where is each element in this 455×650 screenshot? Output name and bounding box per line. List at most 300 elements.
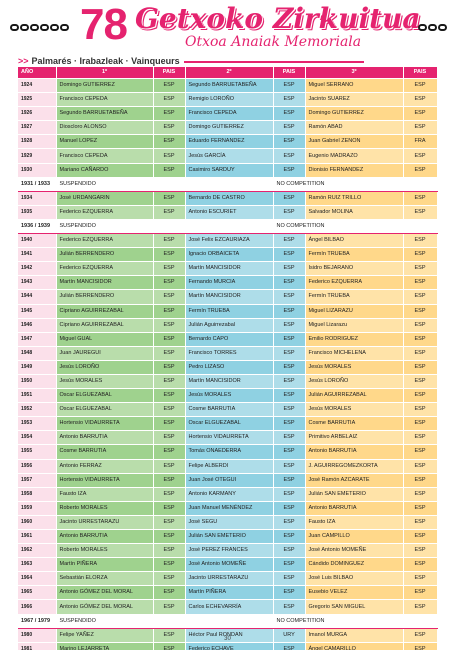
table-row: [18, 417, 437, 431]
second-place-country: ESP: [273, 417, 305, 431]
second-place-name: José Antonio MOMEÑE: [185, 558, 273, 572]
suspended-row: [18, 219, 437, 233]
second-place-country: ESP: [273, 374, 305, 388]
header-country-third: PAIS: [403, 67, 437, 79]
third-place-name: Ramón ABAD: [305, 121, 403, 135]
third-place-country: FRA: [403, 135, 437, 149]
year-cell: 1929: [18, 149, 56, 163]
page-header: [0, 0, 455, 58]
table-row: [18, 93, 437, 107]
third-place-country: ESP: [403, 191, 437, 205]
year-cell: 1954: [18, 431, 56, 445]
empty-cell: [185, 614, 273, 628]
first-place-name: Federico EZQUERRA: [56, 234, 153, 248]
table-row: [18, 473, 437, 487]
first-place-country: ESP: [153, 572, 185, 586]
second-place-country: ESP: [273, 205, 305, 219]
table-row: [18, 332, 437, 346]
year-cell: 1926: [18, 107, 56, 121]
second-place-name: Martín MANCISIDOR: [185, 262, 273, 276]
third-place-country: ESP: [403, 234, 437, 248]
second-place-country: ESP: [273, 445, 305, 459]
first-place-country: ESP: [153, 121, 185, 135]
first-place-country: ESP: [153, 304, 185, 318]
third-place-country: ESP: [403, 346, 437, 360]
table-row: [18, 487, 437, 501]
second-place-country: ESP: [273, 107, 305, 121]
first-place-name: Antonio BARRUTIA: [56, 431, 153, 445]
first-place-country: ESP: [153, 93, 185, 107]
first-place-name: Jacinto URRESTARAZU: [56, 515, 153, 529]
second-place-name: Fermín TRUEBA: [185, 304, 273, 318]
first-place-country: ESP: [153, 234, 185, 248]
second-place-country: ESP: [273, 586, 305, 600]
no-competition-label: NO COMPETITION: [273, 177, 437, 191]
table-row: [18, 121, 437, 135]
second-place-name: Martín PIÑERA: [185, 586, 273, 600]
third-place-name: Fermín TRUEBA: [305, 248, 403, 262]
first-place-country: ESP: [153, 431, 185, 445]
heading-underline: [184, 61, 364, 63]
table-row: [18, 501, 437, 515]
year-cell: 1925: [18, 93, 56, 107]
first-place-name: Felipe YAÑEZ: [56, 628, 153, 642]
table-row: [18, 600, 437, 614]
year-cell: 1930: [18, 163, 56, 177]
table-header-row: [18, 67, 437, 79]
third-place-name: Jesús MORALES: [305, 360, 403, 374]
table-row: [18, 586, 437, 600]
first-place-name: Oscar ELGUEZABAL: [56, 389, 153, 403]
first-place-country: ESP: [153, 205, 185, 219]
year-cell: 1951: [18, 389, 56, 403]
second-place-name: Jacinto URRESTARAZU: [185, 572, 273, 586]
first-place-name: Hortensio VIDAURRETA: [56, 417, 153, 431]
third-place-country: ESP: [403, 149, 437, 163]
third-place-country: ESP: [403, 79, 437, 93]
third-place-name: Primitivo ARBELAIZ: [305, 431, 403, 445]
second-place-name: Martín MANCISIDOR: [185, 290, 273, 304]
third-place-name: Cándido DOMINGUEZ: [305, 558, 403, 572]
third-place-country: ESP: [403, 332, 437, 346]
first-place-name: Jesús MORALES: [56, 374, 153, 388]
third-place-name: Eugenio MADRAZO: [305, 149, 403, 163]
empty-cell: [185, 219, 273, 233]
table-row: [18, 445, 437, 459]
first-place-country: ESP: [153, 79, 185, 93]
third-place-name: Ramón RUIZ TRILLO: [305, 191, 403, 205]
third-place-name: Jacinto SUAREZ: [305, 93, 403, 107]
first-place-country: ESP: [153, 558, 185, 572]
double-arrow-icon: >>: [18, 56, 29, 66]
third-place-country: ESP: [403, 473, 437, 487]
table-row: [18, 572, 437, 586]
second-place-country: ESP: [273, 487, 305, 501]
third-place-country: ESP: [403, 262, 437, 276]
table-row: [18, 79, 437, 93]
third-place-country: ESP: [403, 572, 437, 586]
year-cell: 1946: [18, 318, 56, 332]
third-place-name: José Ramón AZCARATE: [305, 473, 403, 487]
table-row: [18, 248, 437, 262]
first-place-country: ESP: [153, 487, 185, 501]
table-row: [18, 346, 437, 360]
year-cell: 1957: [18, 473, 56, 487]
year-cell: 1948: [18, 346, 56, 360]
table-row: [18, 374, 437, 388]
first-place-name: Segundo BARRUETABEÑA: [56, 107, 153, 121]
first-place-name: Cipriano AGUIRREZABAL: [56, 304, 153, 318]
table-row: [18, 389, 437, 403]
third-place-name: Juan CAMPILLO: [305, 530, 403, 544]
header-third: 3º: [305, 67, 403, 79]
year-cell: 1935: [18, 205, 56, 219]
first-place-name: José URDANGARIN: [56, 191, 153, 205]
second-place-country: ESP: [273, 389, 305, 403]
table-row: [18, 276, 437, 290]
second-place-country: ESP: [273, 501, 305, 515]
page-number: 30: [224, 636, 231, 642]
first-place-country: ESP: [153, 515, 185, 529]
year-cell: 1928: [18, 135, 56, 149]
first-place-country: ESP: [153, 628, 185, 642]
second-place-name: Fernando MURCIA: [185, 276, 273, 290]
second-place-country: ESP: [273, 544, 305, 558]
third-place-name: Emilio RODRIGUEZ: [305, 332, 403, 346]
third-place-name: Federico EZQUERRA: [305, 276, 403, 290]
second-place-name: Julián SAN EMETERIO: [185, 530, 273, 544]
year-cell: 1958: [18, 487, 56, 501]
table-row: [18, 262, 437, 276]
second-place-name: Ignacio ORBAICETA: [185, 248, 273, 262]
table-row: [18, 360, 437, 374]
race-subtitle: Otxoa Anaiak Memoriala: [185, 34, 362, 50]
first-place-name: Roberto MORALES: [56, 501, 153, 515]
race-title: Getxoko Zirkuitua: [135, 2, 421, 35]
second-place-country: ESP: [273, 234, 305, 248]
year-cell: 1967 / 1979: [18, 614, 56, 628]
edition-number: 78: [80, 0, 127, 49]
first-place-name: Antonio GÓMEZ DEL MORAL: [56, 600, 153, 614]
second-place-country: ESP: [273, 191, 305, 205]
second-place-name: Casimiro SARDUY: [185, 163, 273, 177]
first-place-country: ESP: [153, 163, 185, 177]
third-place-country: ESP: [403, 628, 437, 642]
first-place-name: Cipriano AGUIRREZABAL: [56, 318, 153, 332]
second-place-name: Antonio ESCURIET: [185, 205, 273, 219]
third-place-name: Salvador MOLINA: [305, 205, 403, 219]
second-place-name: Bernardo CAPO: [185, 332, 273, 346]
year-cell: 1936 / 1939: [18, 219, 56, 233]
chain-decoration-right: [418, 24, 447, 32]
third-place-name: Antonio BARRUTIA: [305, 445, 403, 459]
year-cell: 1966: [18, 600, 56, 614]
third-place-name: Eusebio VELEZ: [305, 586, 403, 600]
second-place-country: ESP: [273, 93, 305, 107]
third-place-country: ESP: [403, 417, 437, 431]
second-place-name: Jesús MORALES: [185, 389, 273, 403]
table-row: [18, 431, 437, 445]
year-cell: 1981: [18, 642, 56, 650]
second-place-country: ESP: [273, 600, 305, 614]
year-cell: 1927: [18, 121, 56, 135]
second-place-country: ESP: [273, 515, 305, 529]
first-place-name: Cosme BARRUTIA: [56, 445, 153, 459]
third-place-name: Ángel CAMARILLO: [305, 642, 403, 650]
second-place-name: Jesús GARCÍA: [185, 149, 273, 163]
year-cell: 1959: [18, 501, 56, 515]
first-place-country: ESP: [153, 586, 185, 600]
third-place-country: ESP: [403, 374, 437, 388]
first-place-name: Francisco CEPEDA: [56, 149, 153, 163]
first-place-country: ESP: [153, 360, 185, 374]
year-cell: 1960: [18, 515, 56, 529]
third-place-name: Fermín TRUEBA: [305, 290, 403, 304]
first-place-name: Julián BERRENDERO: [56, 290, 153, 304]
third-place-country: ESP: [403, 558, 437, 572]
first-place-name: Marino LEJARRETA: [56, 642, 153, 650]
third-place-country: ESP: [403, 205, 437, 219]
suspended-label: SUSPENDIDO: [56, 177, 185, 191]
third-place-country: ESP: [403, 304, 437, 318]
first-place-country: ESP: [153, 191, 185, 205]
table-row: [18, 135, 437, 149]
second-place-name: Felipe ALBERDI: [185, 459, 273, 473]
second-place-name: Antonio KARMANY: [185, 487, 273, 501]
first-place-name: Martín PIÑERA: [56, 558, 153, 572]
third-place-name: Juan Gabriel ZENON: [305, 135, 403, 149]
third-place-country: ESP: [403, 487, 437, 501]
second-place-country: ESP: [273, 304, 305, 318]
table-row: [18, 163, 437, 177]
first-place-name: Hortensio VIDAURRETA: [56, 473, 153, 487]
third-place-name: José Antonio MOMEÑE: [305, 544, 403, 558]
no-competition-label: NO COMPETITION: [273, 614, 437, 628]
table-row: [18, 642, 437, 650]
second-place-country: ESP: [273, 572, 305, 586]
third-place-country: ESP: [403, 530, 437, 544]
third-place-country: ESP: [403, 248, 437, 262]
second-place-country: ESP: [273, 431, 305, 445]
year-cell: 1924: [18, 79, 56, 93]
table-row: [18, 558, 437, 572]
year-cell: 1940: [18, 234, 56, 248]
third-place-name: Gregorio SAN MIGUEL: [305, 600, 403, 614]
second-place-country: ESP: [273, 459, 305, 473]
third-place-name: Julián SAN EMETERIO: [305, 487, 403, 501]
second-place-name: Domingo GUTIERREZ: [185, 121, 273, 135]
third-place-name: Julián AGUIRREZABAL: [305, 389, 403, 403]
year-cell: 1947: [18, 332, 56, 346]
second-place-country: URY: [273, 628, 305, 642]
third-place-name: Antonio BARRUTIA: [305, 501, 403, 515]
third-place-country: ESP: [403, 459, 437, 473]
first-place-name: Roberto MORALES: [56, 544, 153, 558]
first-place-name: Juan JAUREGUI: [56, 346, 153, 360]
first-place-name: Antonio FERRAZ: [56, 459, 153, 473]
year-cell: 1955: [18, 445, 56, 459]
first-place-name: Domingo GUTIERREZ: [56, 79, 153, 93]
first-place-country: ESP: [153, 530, 185, 544]
third-place-name: Imanol MURGA: [305, 628, 403, 642]
third-place-country: ESP: [403, 586, 437, 600]
third-place-name: Dionisio FERNANDEZ: [305, 163, 403, 177]
first-place-name: Martín MANCISIDOR: [56, 276, 153, 290]
second-place-name: Remigio LOROÑO: [185, 93, 273, 107]
table-row: [18, 205, 437, 219]
third-place-country: ESP: [403, 515, 437, 529]
second-place-name: Pedro LIZASO: [185, 360, 273, 374]
first-place-country: ESP: [153, 459, 185, 473]
third-place-country: ESP: [403, 121, 437, 135]
second-place-name: José SEGU: [185, 515, 273, 529]
year-cell: 1934: [18, 191, 56, 205]
third-place-name: Jesús LOROÑO: [305, 374, 403, 388]
second-place-country: ESP: [273, 149, 305, 163]
header-country-second: PAIS: [273, 67, 305, 79]
first-place-name: Antonio GÓMEZ DEL MORAL: [56, 586, 153, 600]
third-place-name: Miguel SERRANO: [305, 79, 403, 93]
year-cell: 1961: [18, 530, 56, 544]
second-place-name: Tomás ONAEDERRA: [185, 445, 273, 459]
year-cell: 1962: [18, 544, 56, 558]
first-place-name: Antonio BARRUTIA: [56, 530, 153, 544]
second-place-name: Oscar ELGUEZABAL: [185, 417, 273, 431]
third-place-country: ESP: [403, 290, 437, 304]
table-row: [18, 544, 437, 558]
first-place-name: Miguel GUAL: [56, 332, 153, 346]
table-row: [18, 107, 437, 121]
second-place-name: Federico ECHAVE: [185, 642, 273, 650]
second-place-country: ESP: [273, 135, 305, 149]
second-place-name: Hortensio VIDAURRETA: [185, 431, 273, 445]
first-place-name: Dioscloro ALONSO: [56, 121, 153, 135]
third-place-country: ESP: [403, 600, 437, 614]
second-place-name: Francisco CEPEDA: [185, 107, 273, 121]
no-competition-label: NO COMPETITION: [273, 219, 437, 233]
second-place-country: ESP: [273, 163, 305, 177]
suspended-label: SUSPENDIDO: [56, 219, 185, 233]
first-place-country: ESP: [153, 262, 185, 276]
second-place-country: ESP: [273, 290, 305, 304]
table-row: [18, 234, 437, 248]
third-place-country: ESP: [403, 642, 437, 650]
third-place-country: ESP: [403, 431, 437, 445]
third-place-country: ESP: [403, 163, 437, 177]
first-place-country: ESP: [153, 332, 185, 346]
third-place-name: Miguel Lizarazu: [305, 318, 403, 332]
first-place-country: ESP: [153, 600, 185, 614]
third-place-country: ESP: [403, 318, 437, 332]
first-place-name: Federico EZQUERRA: [56, 205, 153, 219]
first-place-name: Federico EZQUERRA: [56, 262, 153, 276]
second-place-name: Héctor Paul RONDAN: [185, 628, 273, 642]
year-cell: 1943: [18, 276, 56, 290]
year-cell: 1950: [18, 374, 56, 388]
third-place-country: ESP: [403, 403, 437, 417]
third-place-country: ESP: [403, 360, 437, 374]
third-place-country: ESP: [403, 501, 437, 515]
second-place-name: José PEREZ FRANCES: [185, 544, 273, 558]
section-heading: [18, 56, 364, 66]
table-row: [18, 304, 437, 318]
third-place-country: ESP: [403, 107, 437, 121]
first-place-country: ESP: [153, 642, 185, 650]
empty-cell: [185, 177, 273, 191]
first-place-country: ESP: [153, 389, 185, 403]
table-row: [18, 515, 437, 529]
year-cell: 1965: [18, 586, 56, 600]
year-cell: 1931 / 1933: [18, 177, 56, 191]
year-cell: 1956: [18, 459, 56, 473]
second-place-country: ESP: [273, 403, 305, 417]
year-cell: 1941: [18, 248, 56, 262]
third-place-name: J. AGUIRREGOMEZKORTA: [305, 459, 403, 473]
table-row: [18, 290, 437, 304]
second-place-country: ESP: [273, 276, 305, 290]
third-place-name: Miguel LIZARAZU: [305, 304, 403, 318]
header-country-first: PAIS: [153, 67, 185, 79]
third-place-country: ESP: [403, 93, 437, 107]
year-cell: 1964: [18, 572, 56, 586]
first-place-country: ESP: [153, 149, 185, 163]
third-place-country: ESP: [403, 445, 437, 459]
first-place-name: Mariano CAÑARDO: [56, 163, 153, 177]
third-place-name: Fausto IZA: [305, 515, 403, 529]
second-place-name: Bernardo DE CASTRO: [185, 191, 273, 205]
results-table: [18, 67, 438, 650]
second-place-name: Carlos ECHEVARRÍA: [185, 600, 273, 614]
second-place-country: ESP: [273, 360, 305, 374]
first-place-country: ESP: [153, 445, 185, 459]
second-place-country: ESP: [273, 642, 305, 650]
second-place-country: ESP: [273, 248, 305, 262]
third-place-name: Isidro BEJARANO: [305, 262, 403, 276]
year-cell: 1963: [18, 558, 56, 572]
year-cell: 1952: [18, 403, 56, 417]
third-place-name: Ángel BILBAO: [305, 234, 403, 248]
second-place-country: ESP: [273, 473, 305, 487]
second-place-country: ESP: [273, 558, 305, 572]
second-place-name: Cosme BARRUTIA: [185, 403, 273, 417]
second-place-name: Eduardo FERNANDEZ: [185, 135, 273, 149]
table-row: [18, 530, 437, 544]
year-cell: 1944: [18, 290, 56, 304]
year-cell: 1949: [18, 360, 56, 374]
first-place-country: ESP: [153, 346, 185, 360]
first-place-country: ESP: [153, 248, 185, 262]
first-place-country: ESP: [153, 276, 185, 290]
third-place-name: Jesús MORALES: [305, 403, 403, 417]
second-place-country: ESP: [273, 530, 305, 544]
year-cell: 1980: [18, 628, 56, 642]
table-row: [18, 318, 437, 332]
first-place-name: Sebastián ELORZA: [56, 572, 153, 586]
first-place-country: ESP: [153, 374, 185, 388]
first-place-country: ESP: [153, 135, 185, 149]
third-place-name: Cosme BARRUTIA: [305, 417, 403, 431]
second-place-country: ESP: [273, 346, 305, 360]
chain-decoration-left: [10, 24, 69, 32]
header-year: AÑO: [18, 67, 56, 79]
first-place-country: ESP: [153, 290, 185, 304]
year-cell: 1953: [18, 417, 56, 431]
second-place-name: Julián Aguirrezabal: [185, 318, 273, 332]
first-place-country: ESP: [153, 107, 185, 121]
first-place-name: Manuel LOPEZ: [56, 135, 153, 149]
third-place-name: Domingo GUTIERREZ: [305, 107, 403, 121]
table-row: [18, 459, 437, 473]
